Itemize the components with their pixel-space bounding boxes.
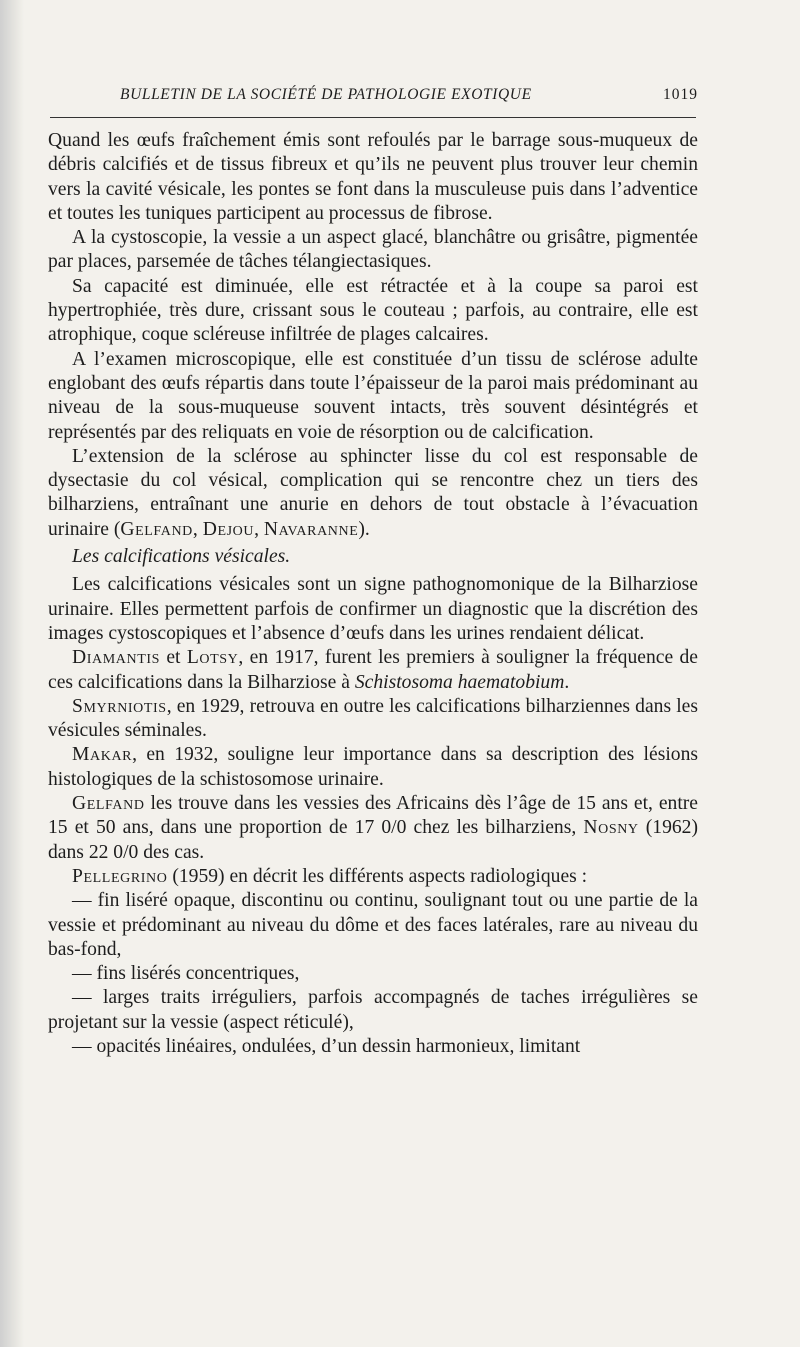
scan-margin-shadow (0, 0, 24, 1347)
separator: , (192, 518, 203, 540)
paragraph-cystoscopie: A la cystoscopie, la vessie a un aspect glacé, blanchâtre ou grisâtre, pigmentée par places, parsemée de tâches télangiectasiques. (48, 227, 698, 273)
paragraph-pellegrino (48, 865, 698, 889)
paragraph-gelfand (48, 792, 698, 865)
paragraph-diamantis (48, 646, 698, 695)
paragraph-calcifications: Les calcifications vésicales sont un signe pathognomonique de la Bilharziose urinaire. Elles permettent parfois de confirmer un diagnostic que la discrétion des images cystoscopiques et l’absence d’œufs dans les urines rendaient délicat. (48, 574, 698, 644)
paragraph-smyrniotis (48, 695, 698, 744)
species-name: Schistosoma haematobium (354, 671, 565, 693)
paragraph-text: L’extension de la sclérose au sphincter lisse du col est responsable de dysectasie du col vésical, complication qui se rencontre chez un tiers des bilharziens, entraînant une anurie en dehors de tout obstacle à l’évacuation urinaire ( (48, 445, 698, 540)
list-item: — fins lisérés concentriques, (72, 963, 300, 985)
paragraph-text: . (564, 671, 570, 693)
section-heading: Les calcifications vésicales. (72, 546, 291, 568)
separator: , (254, 518, 264, 540)
author-name: Navaranne (263, 518, 359, 540)
paragraph-pontes: Quand les œufs fraîchement émis sont refoulés par le barrage sous-muqueux de débris calcifiés et de tissus fibreux et qu’ils ne peuvent plus trouver leur chemin vers la cavité vésicale, les pontes se font dans la musculeuse puis dans l’adventice et toutes les tuniques participent au processus de fibrose. (48, 130, 698, 224)
author-name: Gelfand (120, 518, 193, 540)
author-name: Lotsy (186, 647, 239, 669)
header-rule (50, 117, 696, 118)
page-header (48, 86, 698, 108)
author-name: Smyrniotis (72, 695, 167, 717)
author-name: Pellegrino (72, 865, 168, 887)
paragraph-text: et (160, 647, 187, 669)
paragraph-text: (1959) en décrit les différents aspects radiologiques : (167, 865, 588, 887)
body-text (48, 129, 698, 1059)
paragraph-microscopie: A l’examen microscopique, elle est constituée d’un tissu de sclérose adulte englobant des œufs répartis dans toute l’épaisseur de la paroi mais prédominant au niveau de la sous-muqueuse souvent intacts, très souvent désintégrés et représentés par des reliquats en voie de résorption ou de calcification. (48, 348, 698, 443)
paragraph-sphincter (48, 445, 698, 542)
paragraph-capacite: Sa capacité est diminuée, elle est rétractée et à la coupe sa paroi est hypertrophiée, très dure, crissant sous le couteau ; parfois, au contraire, elle est atrophique, coque scléreuse infiltrée de plages calcaires. (48, 275, 698, 346)
paragraph-makar (48, 743, 698, 792)
author-name: Gelfand (72, 793, 145, 815)
paragraph-text: ). (358, 518, 370, 540)
paragraph-text: , en 1929, retrouva en outre les calcifications bilharziennes dans les vésicules séminales. (48, 695, 698, 742)
list-item: — larges traits irréguliers, parfois accompagnés de taches irrégulières se projetant sur la vessie (aspect réticulé), (48, 987, 698, 1033)
paragraph-text: les trouve dans les vessies des Africains dès l’âge de 15 ans et, entre 15 et 50 ans, dans une proportion de 17 0/0 chez les bilharziens, (48, 793, 698, 839)
author-name: Diamantis (72, 647, 160, 669)
list-item: — fin liséré opaque, discontinu ou continu, soulignant tout ou une partie de la vessie et prédominant au niveau du dôme et des faces latérales, rare au niveau du bas-fond, (48, 890, 698, 960)
author-name: Dejou (202, 518, 255, 540)
list-item: — opacités linéaires, ondulées, d’un dessin harmonieux, limitant (72, 1035, 581, 1057)
page-number: 1019 (663, 86, 698, 103)
paragraph-text: , en 1917, furent les premiers à souligner la fréquence de ces calcifications dans la Bilharziose à (48, 647, 699, 693)
paragraph-text: (1962) dans 22 0/0 des cas. (48, 817, 698, 863)
running-title: BULLETIN DE LA SOCIÉTÉ DE PATHOLOGIE EXOTIQUE (120, 86, 532, 103)
author-name: Nosny (583, 817, 639, 839)
paragraph-text: , en 1932, souligne leur importance dans sa description des lésions histologiques de la schistosomose urinaire. (48, 744, 698, 790)
author-name: Makar (72, 744, 133, 766)
